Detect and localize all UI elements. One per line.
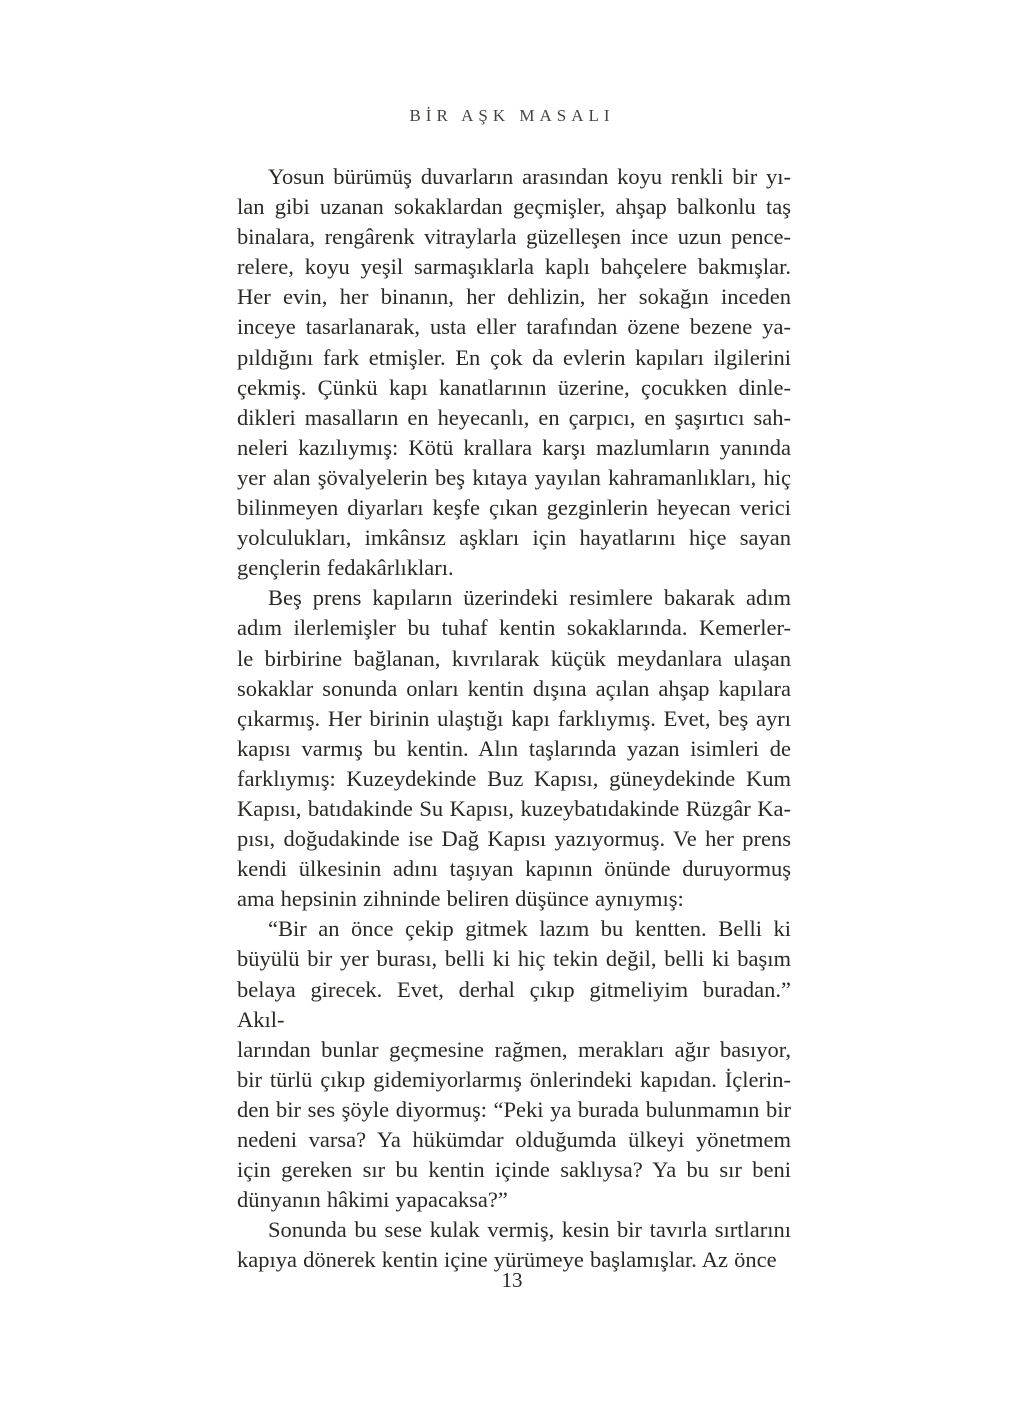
- text-line: yolculukları, imkânsız aşkları için hayatlarını hiçe sayan: [237, 525, 791, 551]
- text-line: binalara, rengârenk vitraylarla güzelleşen ince uzun pence-: [237, 224, 791, 250]
- text-line: büyülü bir yer burası, belli ki hiç tekin değil, belli ki başım: [237, 946, 791, 972]
- text-line: dünyanın hâkimi yapacaksa?”: [237, 1187, 508, 1213]
- text-line: “Bir an önce çekip gitmek lazım bu kentten. Belli ki: [268, 916, 791, 942]
- text-line: relere, koyu yeşil sarmaşıklarla kaplı bahçelere bakmışlar.: [237, 254, 791, 280]
- text-line: Her evin, her binanın, her dehlizin, her sokağın inceden: [237, 284, 791, 310]
- text-line: dikleri masalların en heyecanlı, en çarpıcı, en şaşırtıcı sah-: [237, 404, 791, 430]
- text-line: farklıymış: Kuzeydekinde Buz Kapısı, güneydekinde Kum: [237, 765, 791, 791]
- running-header: BİR AŞK MASALI: [409, 106, 615, 125]
- text-line: için gereken sır bu kentin içinde saklıysa? Ya bu sır beni: [237, 1157, 791, 1183]
- text-line: Yosun bürümüş duvarların arasından koyu renkli bir yı-: [268, 164, 791, 189]
- text-line: ama hepsinin zihninde beliren düşünce aynıymış:: [237, 886, 684, 912]
- text-line: bir türlü çıkıp gidemiyorlarmış önlerindeki kapıdan. İçlerin-: [237, 1066, 791, 1092]
- text-line: kapıya dönerek kentin içine yürümeye başlamışlar. Az önce: [237, 1247, 777, 1273]
- text-line: larından bunlar geçmesine rağmen, merakları ağır basıyor,: [237, 1036, 791, 1062]
- text-line: pısı, doğudakinde ise Dağ Kapısı yazıyormuş. Ve her prens: [237, 826, 791, 852]
- text-line: neleri kazılıymış: Kötü krallara karşı mazlumların yanında: [237, 434, 791, 460]
- text-line: adım ilerlemişler bu tuhaf kentin sokaklarında. Kemerler-: [237, 615, 791, 641]
- page-number: 13: [501, 1268, 523, 1292]
- text-line: belaya girecek. Evet, derhal çıkıp gitmeliyim buradan.” Akıl-: [237, 976, 791, 1032]
- text-line: kendi ülkesinin adını taşıyan kapının önünde duruyormuş: [237, 856, 791, 882]
- text-line: gençlerin fedakârlıkları.: [237, 555, 454, 581]
- text-line: nedeni varsa? Ya hükümdar olduğumda ülkeyi yönetmem: [237, 1127, 791, 1152]
- text-line: yer alan şövalyelerin beş kıtaya yayılan kahramanlıkları, hiç: [237, 464, 791, 490]
- text-line: Sonunda bu sese kulak vermiş, kesin bir tavırla sırtlarını: [268, 1217, 791, 1243]
- text-line: den bir ses şöyle diyormuş: “Peki ya burada bulunmamın bir: [237, 1096, 791, 1122]
- text-line: Beş prens kapıların üzerindeki resimlere bakarak adım: [268, 585, 791, 611]
- text-line: çıkarmış. Her birinin ulaştığı kapı farklıymış. Evet, beş ayrı: [237, 705, 791, 731]
- text-line: kapısı varmış bu kentin. Alın taşlarında yazan isimleri de: [237, 735, 791, 761]
- text-line: sokaklar sonunda onları kentin dışına açılan ahşap kapılara: [237, 675, 791, 701]
- body-text: [237, 162, 791, 1275]
- text-line: pıldığını fark etmişler. En çok da evlerin kapıları ilgilerini: [237, 344, 791, 370]
- text-line: bilinmeyen diyarları keşfe çıkan gezginlerin heyecan verici: [237, 495, 791, 521]
- text-line: çekmiş. Çünkü kapı kanatlarının üzerine, çocukken dinle-: [237, 374, 791, 400]
- text-line: inceye tasarlanarak, usta eller tarafından özene bezene ya-: [237, 314, 791, 340]
- text-line: le birbirine bağlanan, kıvrılarak küçük meydanlara ulaşan: [237, 645, 791, 671]
- text-line: lan gibi uzanan sokaklardan geçmişler, ahşap balkonlu taş: [237, 194, 791, 220]
- text-line: Kapısı, batıdakinde Su Kapısı, kuzeybatıdakinde Rüzgâr Ka-: [237, 795, 791, 821]
